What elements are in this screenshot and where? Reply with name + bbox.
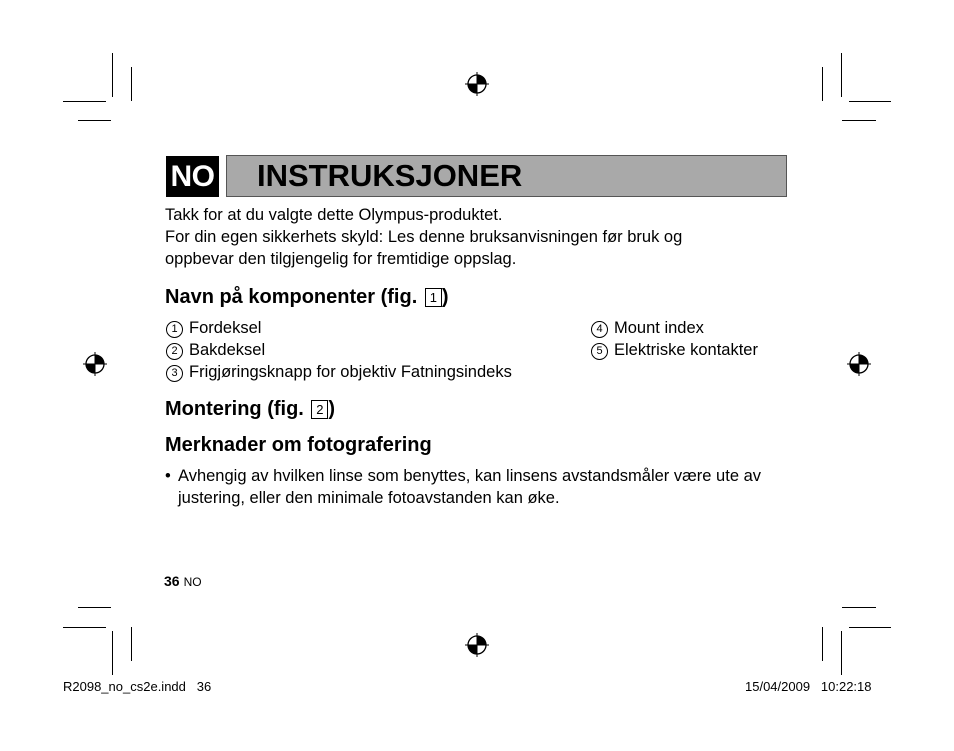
bullet-text: Avhengig av hvilken linse som benyttes, kan linsens avstandsmåler være ute av justering, eller den minimale fotoavstanden kan øke. <box>178 467 762 507</box>
list-item <box>166 317 261 339</box>
crop-mark <box>112 631 113 675</box>
list-item <box>591 317 704 339</box>
bullet-symbol: • <box>165 467 171 485</box>
section-heading-components <box>165 286 448 309</box>
crop-mark <box>112 53 113 97</box>
heading-text: Navn på komponenter (fig. <box>165 286 423 308</box>
crop-mark <box>822 67 823 101</box>
crop-mark <box>841 53 842 97</box>
registration-mark-icon <box>847 352 871 376</box>
section-heading-notes: Merknader om fotografering <box>165 434 432 456</box>
item-number-circle: 5 <box>591 343 608 360</box>
intro-line: For din egen sikkerhets skyld: Les denne bruksanvisningen før bruk og <box>165 228 683 246</box>
item-number-circle: 4 <box>591 321 608 338</box>
page-title: INSTRUKSJONER <box>257 158 523 193</box>
slug-datetime: 15/04/2009 10:22:18 <box>745 679 872 694</box>
crop-mark <box>842 120 876 121</box>
list-item <box>591 339 758 361</box>
crop-mark <box>849 627 891 628</box>
registration-mark-icon <box>83 352 107 376</box>
heading-close: ) <box>441 286 449 308</box>
crop-mark <box>822 627 823 661</box>
crop-mark <box>849 101 891 102</box>
intro-line: oppbevar den tilgjengelig for fremtidige oppslag. <box>165 250 517 268</box>
language-badge: NO <box>166 156 219 197</box>
page-number-value: 36 <box>164 573 180 589</box>
item-number-circle: 3 <box>166 365 183 382</box>
registration-mark-icon <box>465 72 489 96</box>
bullet-item <box>165 465 805 509</box>
page-language: NO <box>183 575 202 589</box>
title-bar <box>226 155 787 197</box>
item-label: Mount index <box>614 319 704 337</box>
list-item <box>166 361 512 383</box>
item-label: Elektriske kontakter <box>614 341 758 359</box>
crop-mark <box>63 627 106 628</box>
intro-line: Takk for at du valgte dette Olympus-produktet. <box>165 206 503 224</box>
item-number-circle: 1 <box>166 321 183 338</box>
crop-mark <box>78 120 111 121</box>
item-label: Frigjøringsknapp for objektiv Fatningsindeks <box>189 363 512 381</box>
slug-filename: R2098_no_cs2e.indd 36 <box>63 679 212 694</box>
crop-mark <box>131 627 132 661</box>
registration-mark-icon <box>465 633 489 657</box>
crop-mark <box>131 67 132 101</box>
item-label: Fordeksel <box>189 319 262 337</box>
list-item <box>166 339 265 361</box>
figure-number-box: 1 <box>425 288 442 307</box>
crop-mark <box>842 607 876 608</box>
section-heading-mounting <box>165 398 335 421</box>
heading-close: ) <box>328 398 336 420</box>
page-number <box>164 573 202 589</box>
heading-text: Montering (fig. <box>165 398 310 420</box>
crop-mark <box>78 607 111 608</box>
crop-mark <box>841 631 842 675</box>
figure-number-box: 2 <box>311 400 328 419</box>
crop-mark <box>63 101 106 102</box>
item-label: Bakdeksel <box>189 341 266 359</box>
item-number-circle: 2 <box>166 343 183 360</box>
